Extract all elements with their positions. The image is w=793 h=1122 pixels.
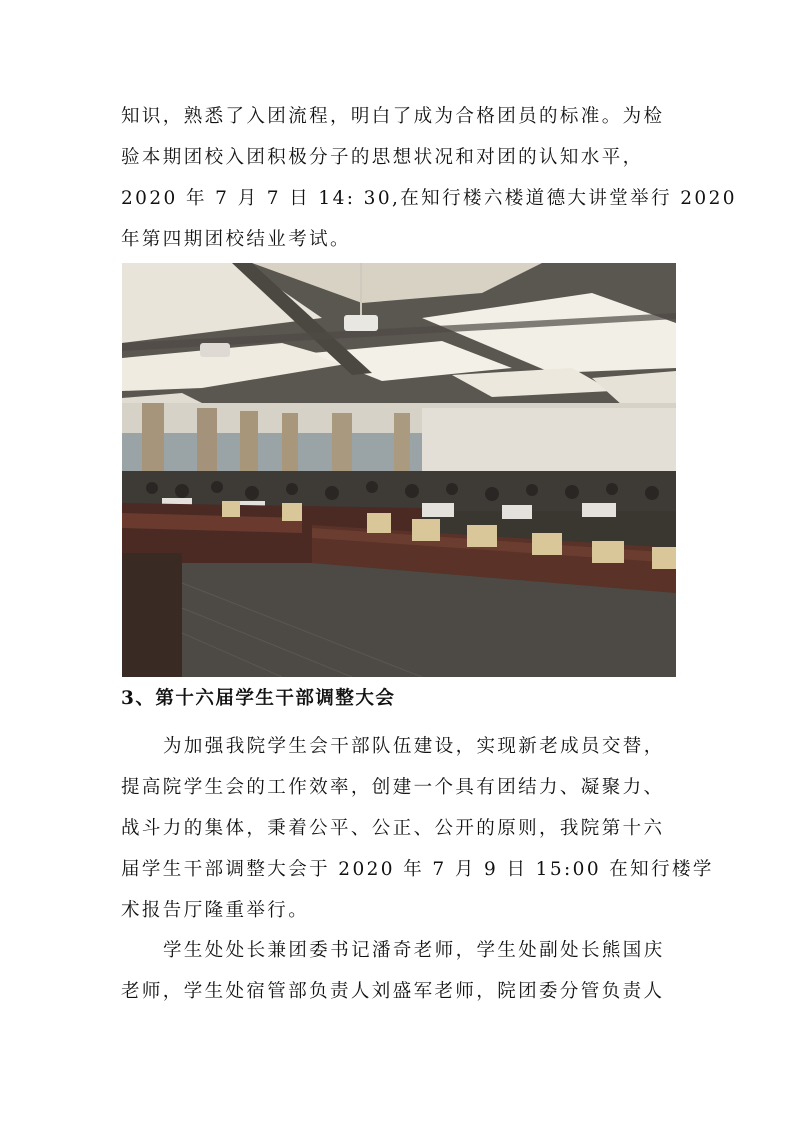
- text-line: 届学生干部调整大会于 2020 年 7 月 9 日 15:00 在知行楼学: [121, 859, 714, 880]
- text-line: 术报告厅隆重举行。: [121, 900, 310, 921]
- text-line: 为加强我院学生会干部队伍建设，实现新老成员交替，: [163, 736, 665, 757]
- text-line: 学生处处长兼团委书记潘奇老师，学生处副处长熊国庆: [163, 940, 665, 961]
- paragraph-attendees: [121, 930, 677, 1012]
- text-line: 年第四期团校结业考试。: [121, 229, 351, 250]
- paragraph-exam-intro: [121, 96, 737, 260]
- text-line: 提高院学生会的工作效率，创建一个具有团结力、凝聚力、: [121, 777, 665, 798]
- text-line: 战斗力的集体，秉着公平、公正、公开的原则，我院第十六: [121, 818, 665, 839]
- text-line: 验本期团校入团积极分子的思想状况和对团的认知水平，: [121, 147, 644, 168]
- lecture-hall-photo: [122, 263, 676, 677]
- text-line: 2020 年 7 月 7 日 14: 30,在知行楼六楼道德大讲堂举行 2020: [121, 188, 737, 209]
- text-line: 知识，熟悉了入团流程，明白了成为合格团员的标准。为检: [121, 106, 665, 127]
- section-heading: 3、第十六届学生干部调整大会: [121, 688, 396, 709]
- text-line: 老师，学生处宿管部负责人刘盛军老师，院团委分管负责人: [121, 981, 665, 1002]
- paragraph-meeting-intro: [121, 726, 714, 931]
